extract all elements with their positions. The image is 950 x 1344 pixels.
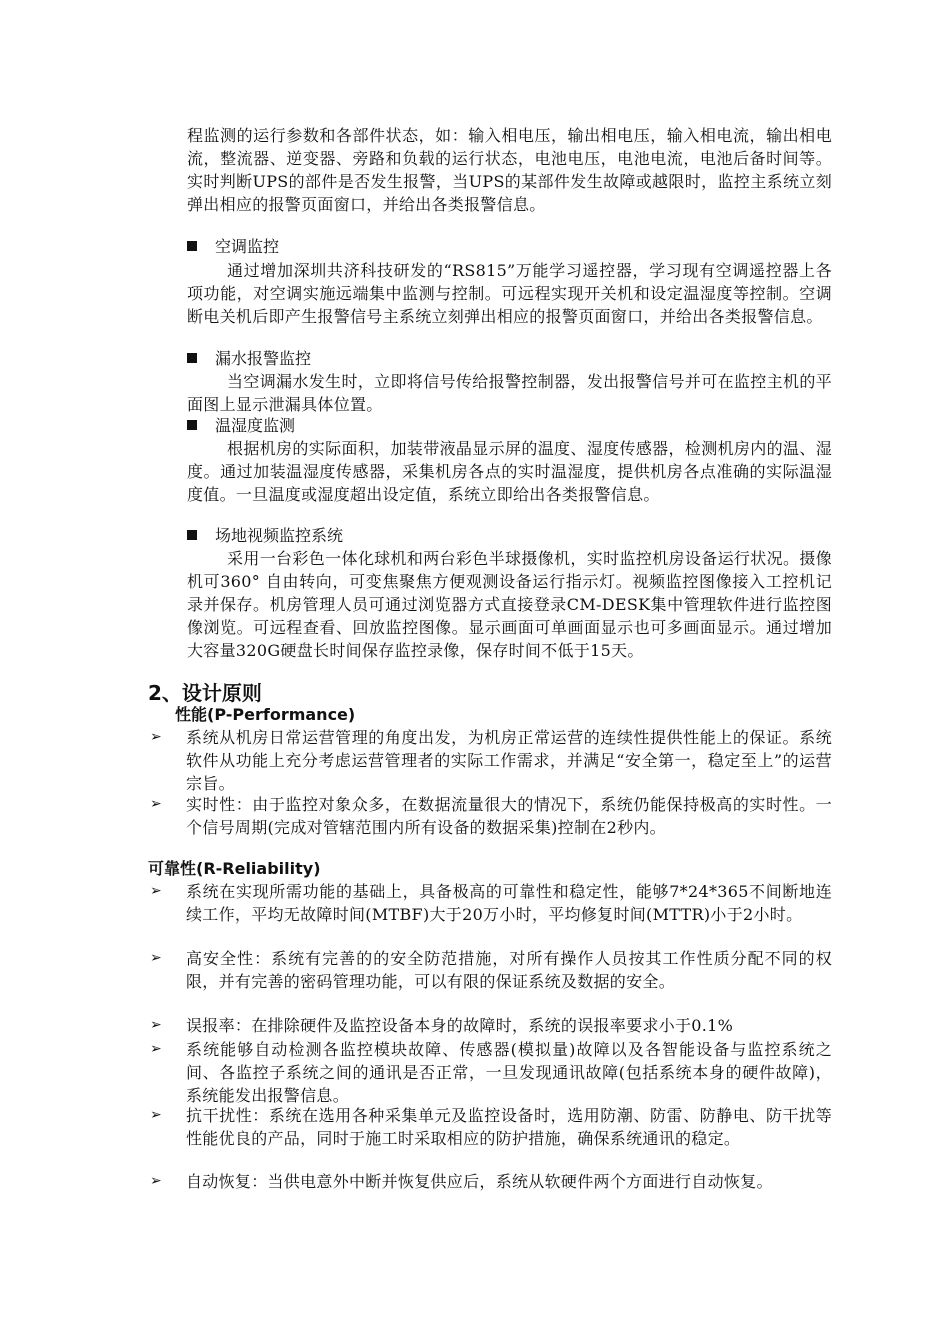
arrow-bullet-icon: ➢ — [150, 1173, 162, 1189]
section-heading-temp: 温湿度监测 — [187, 414, 295, 437]
list-item: ➢ 误报率：在排除硬件及监控设备本身的故障时，系统的误报率要求小于0.1% — [150, 1016, 734, 1035]
arrow-bullet-icon: ➢ — [150, 950, 162, 966]
square-bullet-icon — [187, 530, 197, 540]
square-bullet-icon — [187, 241, 197, 251]
arrow-bullet-icon: ➢ — [150, 1107, 162, 1123]
list-item: ➢ 系统在实现所需功能的基础上，具备极高的可靠性和稳定性，能够7*24*365不间断地连续工作，平均无故障时间(MTBF)大于20万小时，平均修复时间(MTTR)小于2小时。 — [150, 882, 832, 924]
list-item: ➢ 系统从机房日常运营管理的角度出发，为机房正常运营的连续性提供性能上的保证。系统软件从功能上充分考虑运营管理者的实际工作需求，并满足“安全第一，稳定至上”的运营宗旨。 — [150, 728, 832, 793]
arrow-bullet-icon: ➢ — [150, 1017, 162, 1033]
design-principles-heading: 2、设计原则 — [148, 681, 262, 705]
arrow-bullet-icon: ➢ — [150, 796, 162, 812]
section-text-video: 采用一台彩色一体化球机和两台彩色半球摄像机，实时监控机房设备运行状况。摄像机可360° 自由转向，可变焦聚焦方便观测设备运行指示灯。视频监控图像接入工控机记录并保存。机房管理人员可通过浏览器方式直接登录CM-DESK集中管理软件进行监控图像浏览。可远程查看、回放监控图像。显示画面可单画面显示也可多画面显示。通过增加大容量320G硬盘长时间保存监控录像，保存时间不低于15天。 — [187, 549, 832, 660]
section-heading-video: 场地视频监控系统 — [187, 524, 343, 547]
ups-paragraph: 程监测的运行参数和各部件状态，如：输入相电压，输出相电压，输入相电流，输出相电流，整流器、逆变器、旁路和负载的运行状态，电池电压，电池电流，电池后备时间等。实时判断UPS的部件是否发生报警，当UPS的某部件发生故障或越限时，监控主系统立刻弹出相应的报警页面窗口，并给出各类报警信息。 — [187, 126, 832, 214]
performance-heading: 性能(P-Performance) — [175, 705, 356, 724]
section-text-leak: 当空调漏水发生时，立即将信号传给报警控制器，发出报警信号并可在监控主机的平面图上显示泄漏具体位置。 — [187, 372, 832, 414]
section-heading-leak: 漏水报警监控 — [187, 347, 311, 370]
arrow-bullet-icon: ➢ — [150, 883, 162, 899]
list-item: ➢ 自动恢复：当供电意外中断并恢复供应后，系统从软硬件两个方面进行自动恢复。 — [150, 1172, 773, 1191]
list-item: ➢ 实时性：由于监控对象众多，在数据流量很大的情况下，系统仍能保持极高的实时性。一个信号周期(完成对管辖范围内所有设备的数据采集)控制在2秒内。 — [150, 795, 832, 837]
section-text-temp: 根据机房的实际面积，加装带液晶显示屏的温度、湿度传感器，检测机房内的温、湿度。通过加装温湿度传感器，采集机房各点的实时温湿度，提供机房各点准确的实际温湿度值。一旦温度或湿度超出设定值，系统立即给出各类报警信息。 — [187, 439, 832, 504]
square-bullet-icon — [187, 420, 197, 430]
list-item: ➢ 系统能够自动检测各监控模块故障、传感器(模拟量)故障以及各智能设备与监控系统之间、各监控子系统之间的通讯是否正常，一旦发现通讯故障(包括系统本身的硬件故障)，系统能发出报警信息。 — [150, 1040, 832, 1105]
list-item: ➢ 抗干扰性：系统在选用各种采集单元及监控设备时，选用防潮、防雷、防静电、防干扰等性能优良的产品，同时于施工时采取相应的防护措施，确保系统通讯的稳定。 — [150, 1106, 832, 1148]
section-heading-ac: 空调监控 — [187, 235, 279, 258]
arrow-bullet-icon: ➢ — [150, 729, 162, 745]
reliability-heading: 可靠性(R-Reliability) — [148, 859, 321, 878]
list-item: ➢ 高安全性：系统有完善的的安全防范措施，对所有操作人员按其工作性质分配不同的权限，并有完善的密码管理功能，可以有限的保证系统及数据的安全。 — [150, 949, 832, 991]
arrow-bullet-icon: ➢ — [150, 1041, 162, 1057]
square-bullet-icon — [187, 353, 197, 363]
section-text-ac: 通过增加深圳共济科技研发的“RS815”万能学习遥控器，学习现有空调遥控器上各项功能，对空调实施远端集中监测与控制。可远程实现开关机和设定温湿度等控制。空调断电关机后即产生报警信号主系统立刻弹出相应的报警页面窗口，并给出各类报警信息。 — [187, 261, 832, 326]
